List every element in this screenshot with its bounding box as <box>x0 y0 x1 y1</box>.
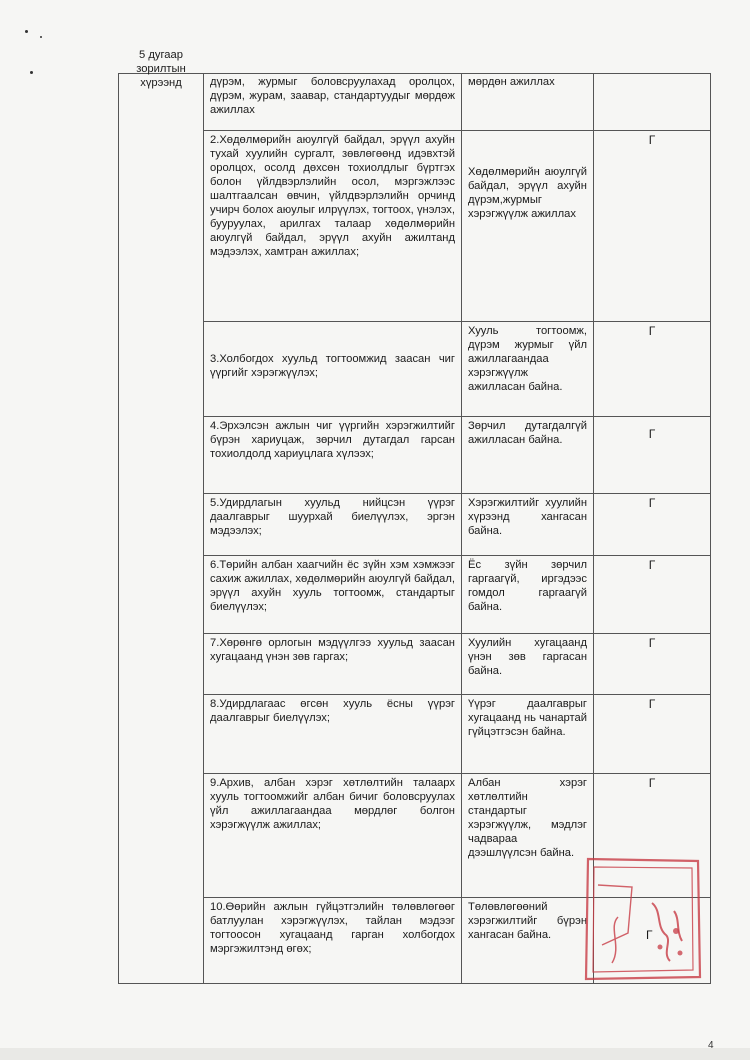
table-row <box>119 634 711 695</box>
criteria-cell: Үүрэг даалгаврыг хугацаанд нь чанартай гүйцэтгэсэн байна. <box>462 695 594 774</box>
grade-cell: Г <box>594 131 711 322</box>
task-cell: 10.Өөрийн ажлын гүйцэтгэлийн төлөвлөгөөг батлуулан хэрэгжүүлэх, тайлан мэдээг тогтоосон хугацаанд гарган холбогдох мэргэжилтэнд өгөх; <box>204 898 462 984</box>
scan-speck <box>25 30 28 33</box>
task-cell: 2.Хөдөлмөрийн аюулгүй байдал, эрүүл ахуйн тухай хуулийн сургалт, зөвлөгөөнд идэвхтэй оролцох, осолд дөхсөн тохиолдлыг бүртгэх болон үйлдвэрлэлийн осол, мэргэжлээс шалтгаалсан өвчин, үйлдвэрлэлийн орчинд учирч болох аюулыг илрүүлэх, тогтоох, үнэлэх, бууруулах, арилгах талаар хөдөлмөрийн аюулгүй байдал, эрүүл ахуйн ажилтанд мэдээлэх, хамтран ажиллах; <box>204 131 462 322</box>
task-cell: 7.Хөрөнгө орлогын мэдүүлгээ хуульд заасан хугацаанд үнэн зөв гаргах; <box>204 634 462 695</box>
table-row <box>119 322 711 417</box>
grade-cell: Г <box>594 695 711 774</box>
task-cell: дүрэм, журмыг боловсруулахад оролцох, дүрэм, журам, заавар, стандартуудыг мөрдөж ажиллах <box>204 74 462 131</box>
table-row <box>119 494 711 556</box>
stamp-grade-mark: Г <box>646 928 653 942</box>
grade-cell: Г <box>594 417 711 494</box>
task-cell: 5.Удирдлагын хуульд нийцсэн үүрэг даалгаврыг шуурхай биелүүлэх, эргэн мэдээлэх; <box>204 494 462 556</box>
goal-cell <box>119 49 204 984</box>
goal-label: 5 дугаар зорилтын хүрээнд <box>136 49 186 89</box>
criteria-cell: Хөдөлмөрийн аюулгүй байдал, эрүүл ахуйн дүрэм,журмыг хэрэгжүүлж ажиллах <box>462 131 594 322</box>
table-row <box>119 556 711 634</box>
page-edge <box>0 1048 750 1060</box>
criteria-cell: Ёс зүйн зөрчил гаргаагүй, иргэдээс гомдол гаргаагүй байна. <box>462 556 594 634</box>
grade-cell: Г <box>594 556 711 634</box>
table-row <box>119 131 711 322</box>
task-cell: 4.Эрхэлсэн ажлын чиг үүргийн хэрэгжилтийг бүрэн хариуцаж, зөрчил дутагдал гарсан тохиолдолд хариуцлага хүлээх; <box>204 417 462 494</box>
criteria-cell: Албан хэрэг хөтлөлтийн стандартыг хэрэгжүүлж, мэдлэг чадвараа дээшлүүлсэн байна. <box>462 774 594 898</box>
scan-speck <box>40 36 42 38</box>
evaluation-table <box>118 49 711 984</box>
official-stamp <box>582 855 704 983</box>
criteria-cell: Төлөвлөгөөний хэрэгжилтийг бүрэн хангасан байна. <box>462 898 594 984</box>
grade-cell <box>594 74 711 131</box>
task-cell: 6.Төрийн албан хаагчийн ёс зүйн хэм хэмжээг сахиж ажиллах, хөдөлмөрийн аюулгүй байдал, эрүүл ахуйн хууль тогтоомж, стандартыг биелүүлэх; <box>204 556 462 634</box>
grade-cell: Г <box>594 494 711 556</box>
grade-cell: Г <box>594 634 711 695</box>
table-row <box>119 695 711 774</box>
criteria-cell: Хуулийн хугацаанд үнэн зөв гаргасан байна. <box>462 634 594 695</box>
table-row <box>119 74 711 131</box>
criteria-cell: мөрдөн ажиллах <box>462 74 594 131</box>
task-cell: 3.Холбогдох хуульд тогтоомжид заасан чиг үүргийг хэрэгжүүлэх; <box>204 322 462 417</box>
criteria-cell: Хэрэгжилтийг хуулийн хүрээнд хангасан байна. <box>462 494 594 556</box>
task-cell: 8.Удирдлагаас өгсөн хууль ёсны үүрэг даалгаврыг биелүүлэх; <box>204 695 462 774</box>
criteria-cell: Зөрчил дутагдалгүй ажилласан байна. <box>462 417 594 494</box>
criteria-cell: Хууль тогтоомж, дүрэм журмыг үйл ажиллагаандаа хэрэгжүүлж ажилласан байна. <box>462 322 594 417</box>
page-number: 4 <box>708 1040 714 1051</box>
grade-cell: Г <box>594 322 711 417</box>
table-row <box>119 417 711 494</box>
scan-speck <box>30 71 33 74</box>
task-cell: 9.Архив, албан хэрэг хөтлөлтийн талаарх хууль тогтоомжийг албан бичиг боловсруулах үйл ажиллагаандаа мөрдлөг болгон хэрэгжүүлж ажиллах; <box>204 774 462 898</box>
grade-cell: Г <box>594 774 711 898</box>
